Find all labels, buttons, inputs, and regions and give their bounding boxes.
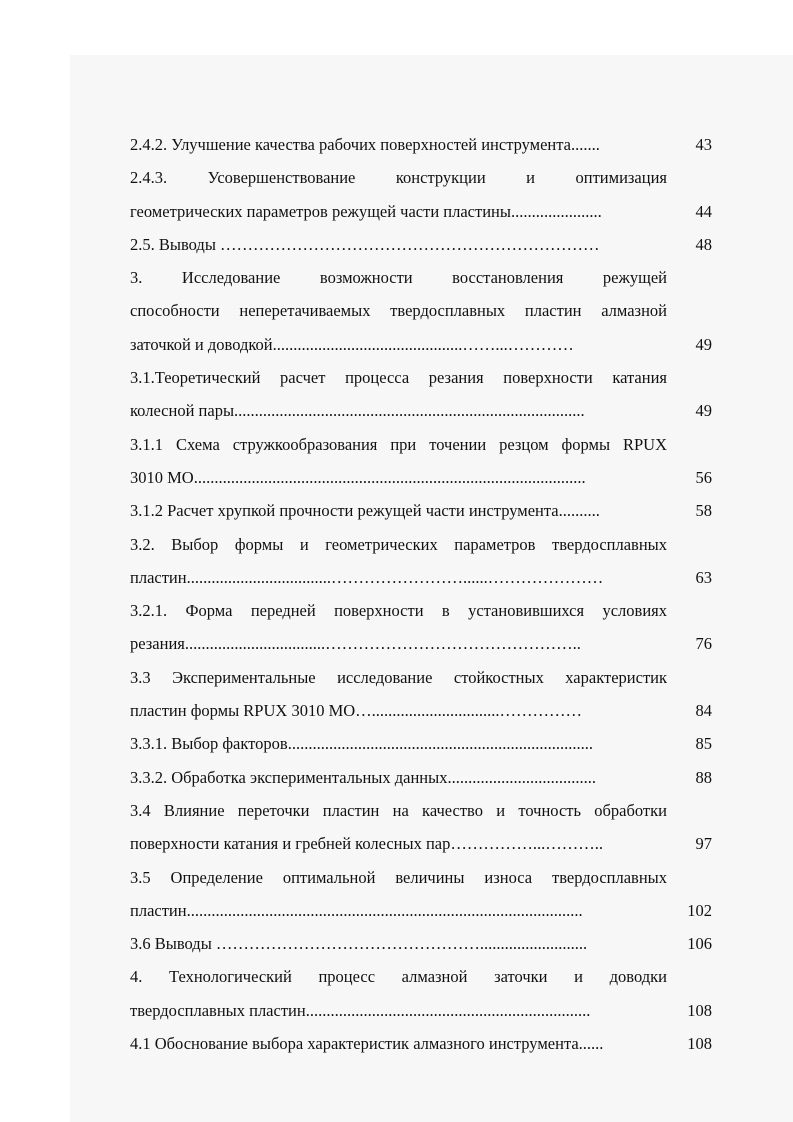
toc-entry-text: 3.6 Выводы ………………………………………….......................... [130, 934, 588, 954]
toc-line [130, 461, 714, 494]
toc-entry-text: колесной пары..................................................................................... [130, 401, 585, 421]
toc-page-number: 44 [695, 201, 712, 221]
toc-entry-text: 3.4 Влияние переточки пластин на качество и точность обработки [130, 800, 667, 820]
toc-entry-text: 3.1.1 Схема стружкообразования при точении резцом формы RPUX [130, 434, 667, 454]
toc-page-number: 43 [695, 135, 712, 154]
toc-line [130, 561, 714, 594]
toc-page-number: 58 [695, 501, 712, 521]
toc-entry-text: пластин формы RPUX 3010 МО…...............................…………… [130, 701, 583, 721]
toc-entry-text: 3.1.2 Расчет хрупкой прочности режущей части инструмента.......... [130, 501, 600, 521]
toc-line [130, 328, 714, 361]
toc-page-number: 106 [687, 934, 712, 954]
toc-line [130, 894, 714, 927]
toc-page-number: 108 [687, 1034, 712, 1054]
toc-line [130, 927, 714, 960]
toc-entry-text: 3.5 Определение оптимальной величины износа твердосплавных [130, 867, 667, 887]
toc-entry-text: 3.3 Экспериментальные исследование стойкостных характеристик [130, 667, 667, 687]
toc-line [130, 827, 714, 860]
toc-line [130, 661, 714, 694]
toc-entry-text: 3. Исследование возможности восстановления режущей [130, 268, 667, 288]
toc-entry-text: 2.4.3. Усовершенствование конструкции и оптимизация [130, 168, 667, 188]
toc-page-number: 48 [695, 234, 712, 254]
toc-line [130, 694, 714, 727]
toc-entry-text: 2.5. Выводы …………………………………………………………… [130, 234, 600, 254]
toc-entry-text: 3.3.1. Выбор факторов.......................................................................... [130, 734, 593, 754]
toc-page-number: 49 [695, 334, 712, 354]
toc-entry-text: 3.3.2. Обработка экспериментальных данных.................................... [130, 767, 596, 787]
toc-line [130, 627, 714, 660]
table-of-contents [130, 128, 714, 1060]
toc-entry-text: 3.2.1. Форма передней поверхности в установившихся условиях [130, 601, 667, 621]
toc-page-number: 97 [695, 834, 712, 854]
toc-line [130, 794, 714, 827]
toc-line [130, 960, 714, 993]
toc-line [130, 761, 714, 794]
toc-entry-text: твердосплавных пластин..................................................................... [130, 1000, 591, 1020]
toc-line [130, 861, 714, 894]
toc-page-number: 88 [695, 767, 712, 787]
toc-page-number: 85 [695, 734, 712, 754]
toc-page-number: 49 [695, 401, 712, 421]
toc-page-number: 102 [687, 900, 712, 920]
toc-line [130, 161, 714, 194]
toc-line [130, 361, 714, 394]
toc-entry-text: 3010 МО............................................................................................... [130, 467, 586, 487]
toc-entry-text: 2.4.2. Улучшение качества рабочих поверхностей инструмента....... [130, 135, 600, 154]
toc-entry-text: пластин...................................……………………......………………… [130, 567, 604, 587]
toc-entry-text: заточкой и доводкой..............................................……...………… [130, 334, 574, 354]
toc-page-number: 56 [695, 467, 712, 487]
toc-line [130, 195, 714, 228]
toc-page-number: 84 [695, 701, 712, 721]
toc-line [130, 994, 714, 1027]
toc-entry-text: геометрических параметров режущей части пластины...................... [130, 201, 602, 221]
toc-entry-text: 4. Технологический процесс алмазной заточки и доводки [130, 967, 667, 987]
toc-page-number: 76 [695, 634, 712, 654]
toc-line [130, 428, 714, 461]
toc-line [130, 727, 714, 760]
toc-entry-text: 3.2. Выбор формы и геометрических параметров твердосплавных [130, 534, 667, 554]
toc-line [130, 528, 714, 561]
toc-entry-text: 4.1 Обоснование выбора характеристик алмазного инструмента...... [130, 1034, 604, 1054]
toc-entry-text: способности неперетачиваемых твердосплавных пластин алмазной [130, 301, 667, 321]
toc-line [130, 1027, 714, 1060]
toc-line [130, 294, 714, 327]
toc-line [130, 128, 714, 161]
toc-line [130, 261, 714, 294]
toc-line [130, 594, 714, 627]
toc-entry-text: 3.1.Теоретический расчет процесса резания поверхности катания [130, 368, 667, 388]
toc-line [130, 394, 714, 427]
toc-line [130, 494, 714, 527]
toc-entry-text: пластин................................................................................................ [130, 900, 583, 920]
toc-page-number: 108 [687, 1000, 712, 1020]
toc-page-number: 63 [695, 567, 712, 587]
toc-entry-text: резания..................................……………………………………….. [130, 634, 581, 654]
toc-line [130, 228, 714, 261]
toc-entry-text: поверхности катания и гребней колесных пар……………...……….. [130, 834, 603, 854]
